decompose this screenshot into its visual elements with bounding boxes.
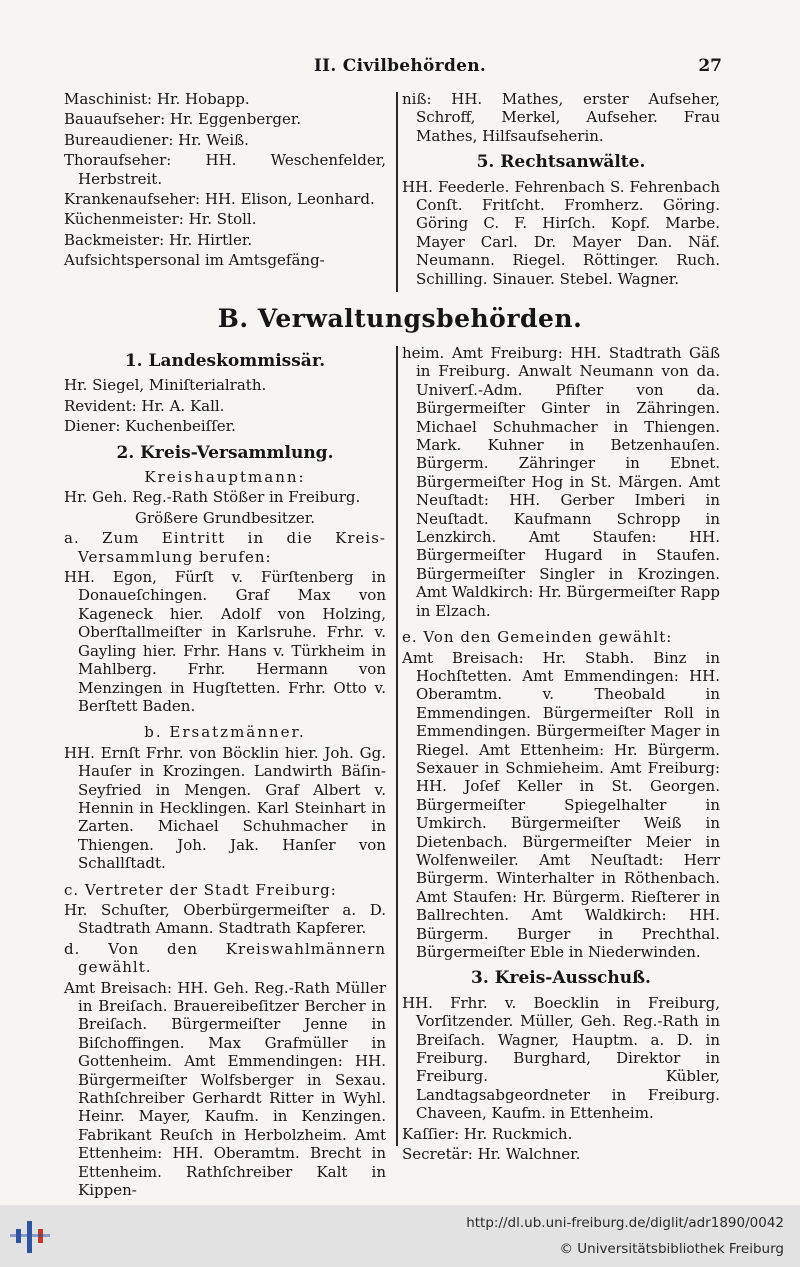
continuation-text: heim. Amt Freiburg: HH. Stadtrath Gäß in Freiburg. Anwalt Neumann von da. Univerſ.-Adm. Pfiſter von da. Bürgermeiſter Ginter in Zähringen. Michael Schuhmacher in Thiengen. Mark. Kuhner in Betzenhauſen. Bürgerm. Zähringer in Ebnet. Bürgermeiſter Hog in St. Märgen. Amt Neuſtadt: HH. Gerber Imberi in Neuſtadt. Kaufmann Schropp in Lenzkirch. Amt Staufen: HH. Bürgermeiſter Hugard in Staufen. Bürgermeiſter Singler in Krozingen. Amt Waldkirch: Hr. Bürgermeiſter Rapp in Elzach.: [402, 344, 720, 620]
section-title: II. Civilbehörden.: [313, 56, 487, 76]
paragraph-e: Amt Breisach: Hr. Stabh. Binz in Hochſtetten. Amt Emmendingen: HH. Oberamtm. v. Theobald in Emmendingen. Bürgermeiſter Roll in Emmendingen. Bürgermeiſter Mager in Riegel. Amt Ettenheim: Hr. Bürgerm. Sexauer in Schmieheim. Amt Freiburg: HH. Joſef Keller in St. Georgen. Bürgermeiſter Spiegelhalter in Umkirch. Bürgermeiſter Weiß in Dietenbach. Bürgermeiſter Meier in Wolfenweiler. Amt Neuſtadt: Herr Bürgerm. Winterhalter in Röthenbach. Amt Staufen: Hr. Bürgerm. Rieſterer in Ballrechten. Amt Waldkirch: HH. Bürgerm. Burger in Prechthal. Bürgermeiſter Eble in Niederwinden.: [402, 648, 720, 961]
source-url[interactable]: http://dl.ub.uni-freiburg.de/diglit/adr1890/0042: [466, 1215, 784, 1231]
continuation-text: niß: HH. Mathes, erster Aufseher, Schroff, Merkel, Aufseher. Frau Mathes, Hilfsaufseherin.: [402, 90, 720, 145]
entry-line: Hr. Geh. Reg.-Rath Stößer in Freiburg.: [64, 488, 361, 507]
entry-line: Bureaudiener: Hr. Weiß.: [64, 130, 249, 149]
running-header: [0, 56, 800, 82]
heading-landeskommissaer: 1. Landeskommissär.: [124, 351, 326, 371]
paragraph-c: Hr. Schuſter, Oberbürgermeiſter a. D. Stadtrath Amann. Stadtrath Kapferer.: [64, 900, 386, 938]
entry-line: Bauaufseher: Hr. Eggenberger.: [64, 110, 302, 129]
column-divider-top: [396, 92, 398, 292]
subheading-b: b. Ersatzmänner.: [144, 723, 306, 742]
entry-line: Aufsichtspersonal im Amtsgefäng-: [64, 251, 325, 270]
main-section-title: B. Verwaltungsbehörden.: [217, 304, 583, 333]
paragraph-a: HH. Egon, Fürſt v. Fürſtenberg in Donaueſchingen. Graf Max von Kageneck hier. Adolf von Holzing, Oberſtallmeiſter in Karlsruhe. Frhr. v. Gayling hier. Frhr. Hans v. Türkheim in Mahlberg. Frhr. Hermann von Menzingen in Hugſtetten. Frhr. Otto v. Berſtett Baden.: [64, 568, 386, 715]
column-divider-bottom: [396, 346, 398, 1146]
subheading-kreishauptmann: Kreishauptmann:: [144, 468, 306, 487]
viewer-footer: [0, 1205, 800, 1267]
entry-line: Krankenaufseher: HH. Elison, Leonhard.: [64, 190, 375, 209]
heading-kreis-ausschuss: 3. Kreis-Ausschuß.: [471, 968, 651, 989]
lower-right-column: [402, 344, 720, 1165]
entry-line: Maschinist: Hr. Hobapp.: [64, 90, 250, 108]
subheading-e: e. Von den Gemeinden gewählt:: [402, 628, 673, 647]
paragraph-ausschuss: HH. Frhr. v. Boecklin in Freiburg, Vorſitzender. Müller, Geh. Reg.-Rath in Breiſach. Wagner, Hauptm. a. D. in Freiburg. Burghard, Direktor in Freiburg. Kübler, Landtagsabgeordneter in Freiburg. Chaveen, Kaufm. in Ettenheim.: [402, 993, 720, 1123]
entry-line: Backmeister: Hr. Hirtler.: [64, 230, 253, 249]
heading-kreis-versammlung: 2. Kreis-Versammlung.: [116, 442, 334, 463]
page-number: 27: [698, 56, 722, 76]
library-logo-icon: [10, 1217, 50, 1257]
paragraph-d: Amt Breisach: HH. Geh. Reg.-Rath Müller in Breiſach. Brauereibeſitzer Bercher in Breiſach. Bürgermeiſter Jenne in Biſchoffingen. Max Grafmüller in Gottenheim. Amt Emmendingen: HH. Bürgermeiſter Wolfsberger in Sexau. Rathſchreiber Gerhardt Ritter in Wyhl. Heinr. Mayer, Kaufm. in Kenzingen. Fabrikant Reuſch in Herbolzheim. Amt Ettenheim: HH. Oberamtm. Brecht in Ettenheim. Rathſchreiber Kalt in Kippen-: [64, 978, 386, 1200]
copyright-notice: © Universitätsbibliothek Freiburg: [559, 1241, 784, 1257]
top-left-column: [64, 90, 386, 272]
subheading-d: d. Von den Kreiswahlmännern gewählt.: [64, 939, 386, 977]
section-heading-rechtsanwaelte: 5. Rechtsanwälte.: [476, 152, 646, 173]
lower-left-column: [64, 344, 386, 1201]
entry-line: Diener: Kuchenbeiſſer.: [64, 417, 236, 436]
entry-line: Hr. Siegel, Miniſterialrath.: [64, 376, 267, 395]
entry-line: Revident: Hr. A. Kall.: [64, 396, 225, 415]
entry-line: Thoraufseher: HH. Weschenfelder, Herbstreit.: [64, 151, 386, 188]
lawyers-list: HH. Feederle. Fehrenbach S. Fehrenbach Conſt. Fritſcht. Fromherz. Göring. Göring C. F. Hirſch. Kopf. Marbe. Mayer Carl. Dr. Mayer Dan. Näf. Neumann. Riegel. Röttinger. Ruch. Schilling. Sinauer. Stebel. Wagner.: [402, 177, 720, 288]
entry-line: Küchenmeister: Hr. Stoll.: [64, 210, 257, 229]
entry-kassier: Kaſſier: Hr. Ruckmich.: [402, 1124, 573, 1143]
entry-secretaer: Secretär: Hr. Walchner.: [402, 1145, 581, 1164]
top-right-column: [402, 90, 720, 290]
subheading-a: a. Zum Eintritt in die Kreis-Versammlung berufen:: [64, 529, 386, 566]
paragraph-b: HH. Ernſt Frhr. von Böcklin hier. Joh. Gg. Hauſer in Krozingen. Landwirth Bäſin-Seyfried in Mengen. Graf Albert v. Hennin in Hecklingen. Karl Steinhart in Zarten. Michael Schuhmacher in Thiengen. Joh. Jak. Hanſer von Schallſtadt.: [64, 743, 386, 873]
subheading-grundbesitzer: Größere Grundbesitzer.: [134, 508, 316, 527]
subheading-c: c. Vertreter der Stadt Freiburg:: [64, 880, 337, 899]
